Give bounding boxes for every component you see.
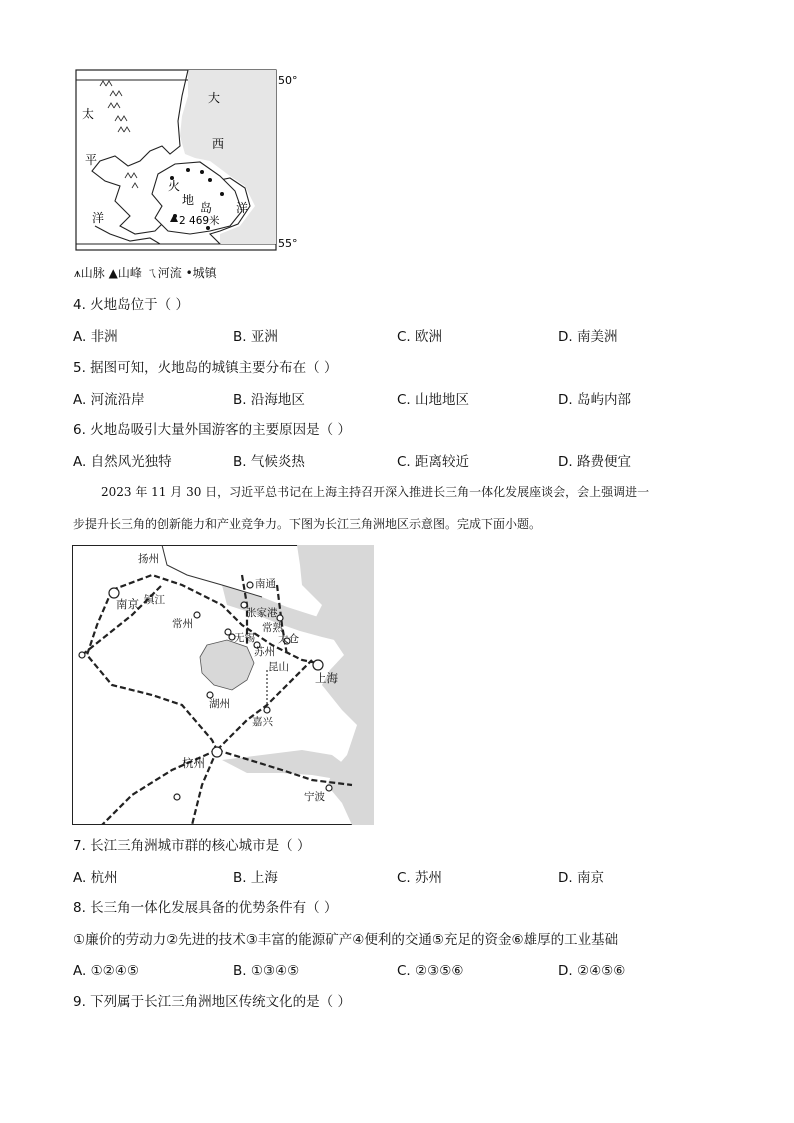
q4-option-a[interactable]: A. 非洲 bbox=[73, 329, 118, 345]
city-label-wuxi: 无锡 bbox=[234, 632, 255, 644]
q6-option-a[interactable]: A. 自然风光独特 bbox=[73, 454, 172, 470]
q5-option-a[interactable]: A. 河流沿岸 bbox=[73, 392, 145, 408]
q8-option-d[interactable]: D. ②④⑤⑥ bbox=[558, 963, 626, 979]
q4-option-d[interactable]: D. 南美洲 bbox=[558, 329, 618, 345]
passage-line-1: 2023 年 11 月 30 日，习近平总书记在上海主持召开深入推进长三角一体化发展座谈会，会上强调进一 bbox=[101, 485, 650, 499]
latitude-label-bottom: 55° bbox=[278, 237, 298, 250]
city-label-yangzhou: 扬州 bbox=[138, 553, 159, 565]
city-label-jiaxing: 嘉兴 bbox=[252, 716, 273, 728]
legend-peak: 山峰 bbox=[117, 266, 142, 280]
passage-line-2: 步提升长三角的创新能力和产业竞争力。下图为长江三角洲地区示意图。完成下面小题。 bbox=[73, 517, 542, 531]
island-char-1: 火 bbox=[168, 179, 181, 193]
city-label-nanjing: 南京 bbox=[116, 597, 139, 611]
atlantic-char-2: 西 bbox=[212, 137, 225, 151]
q8-option-a[interactable]: A. ①②④⑤ bbox=[73, 963, 139, 979]
mountain-legend-icon: ⩚ bbox=[74, 266, 81, 280]
q4-option-c[interactable]: C. 欧洲 bbox=[397, 329, 443, 345]
q7-option-b[interactable]: B. 上海 bbox=[233, 870, 278, 886]
latitude-label-top: 50° bbox=[278, 74, 298, 87]
river-legend-icon: ㄟ bbox=[145, 266, 158, 280]
island-char-2: 地 bbox=[182, 193, 195, 207]
town-legend-icon: • bbox=[185, 266, 193, 280]
pacific-char-1: 太 bbox=[82, 107, 95, 121]
pacific-char-3: 洋 bbox=[92, 211, 105, 225]
q7-option-d[interactable]: D. 南京 bbox=[558, 870, 604, 886]
city-label-ningbo: 宁波 bbox=[304, 791, 325, 803]
island-char-3: 岛 bbox=[200, 201, 213, 215]
city-label-zhenjiang: 镇江 bbox=[144, 594, 165, 606]
q6-option-b[interactable]: B. 气候炎热 bbox=[233, 454, 305, 470]
city-label-changzhou: 常州 bbox=[172, 618, 193, 630]
q5-option-c[interactable]: C. 山地地区 bbox=[397, 392, 470, 408]
city-label-shanghai: 上海 bbox=[315, 671, 338, 685]
q5-option-b[interactable]: B. 沿海地区 bbox=[233, 392, 305, 408]
legend-river: 河流 bbox=[157, 266, 182, 280]
city-label-taicang: 太仓 bbox=[278, 633, 299, 645]
peak-legend-icon: ▲ bbox=[108, 266, 118, 280]
question-8-statement: ①廉价的劳动力②先进的技术③丰富的能源矿产④便利的交通⑤充足的资金⑥雄厚的工业基础 bbox=[73, 932, 619, 948]
question-7-stem: 7. 长江三角洲城市群的核心城市是（ ） bbox=[73, 838, 311, 854]
atlantic-char-1: 大 bbox=[208, 91, 221, 105]
tierra-del-fuego-map bbox=[70, 66, 310, 288]
q6-option-c[interactable]: C. 距离较近 bbox=[397, 454, 470, 470]
question-4-stem: 4. 火地岛位于（ ） bbox=[73, 297, 189, 313]
q6-option-d[interactable]: D. 路费便宜 bbox=[558, 454, 631, 470]
pacific-char-2: 平 bbox=[85, 153, 98, 167]
map1-legend bbox=[74, 264, 217, 281]
yangtze-delta-map bbox=[72, 545, 374, 825]
legend-town: 城镇 bbox=[192, 266, 217, 280]
question-8-stem: 8. 长三角一体化发展具备的优势条件有（ ） bbox=[73, 900, 338, 916]
legend-mountain: 山脉 bbox=[80, 266, 105, 280]
q8-option-c[interactable]: C. ②③⑤⑥ bbox=[397, 963, 464, 979]
q8-option-b[interactable]: B. ①③④⑤ bbox=[233, 963, 300, 979]
atlantic-char-3: 洋 bbox=[236, 201, 249, 215]
q5-option-d[interactable]: D. 岛屿内部 bbox=[558, 392, 631, 408]
city-label-hangzhou: 杭州 bbox=[182, 756, 205, 770]
question-5-stem: 5. 据图可知，火地岛的城镇主要分布在（ ） bbox=[73, 360, 338, 376]
q4-option-b[interactable]: B. 亚洲 bbox=[233, 329, 278, 345]
question-6-stem: 6. 火地岛吸引大量外国游客的主要原因是（ ） bbox=[73, 422, 351, 438]
city-label-changshu: 常熟 bbox=[262, 622, 283, 634]
city-label-suzhou: 苏州 bbox=[254, 646, 275, 658]
city-label-huzhou: 湖州 bbox=[209, 698, 230, 710]
city-label-kunshan: 昆山 bbox=[268, 661, 289, 673]
peak-elevation-label: 2 469米 bbox=[179, 215, 220, 227]
city-label-nantong: 南通 bbox=[255, 578, 276, 590]
question-9-stem: 9. 下列属于长江三角洲地区传统文化的是（ ） bbox=[73, 994, 351, 1010]
city-label-zhangjiagang: 张家港 bbox=[246, 607, 278, 619]
q7-option-a[interactable]: A. 杭州 bbox=[73, 870, 118, 886]
q7-option-c[interactable]: C. 苏州 bbox=[397, 870, 443, 886]
